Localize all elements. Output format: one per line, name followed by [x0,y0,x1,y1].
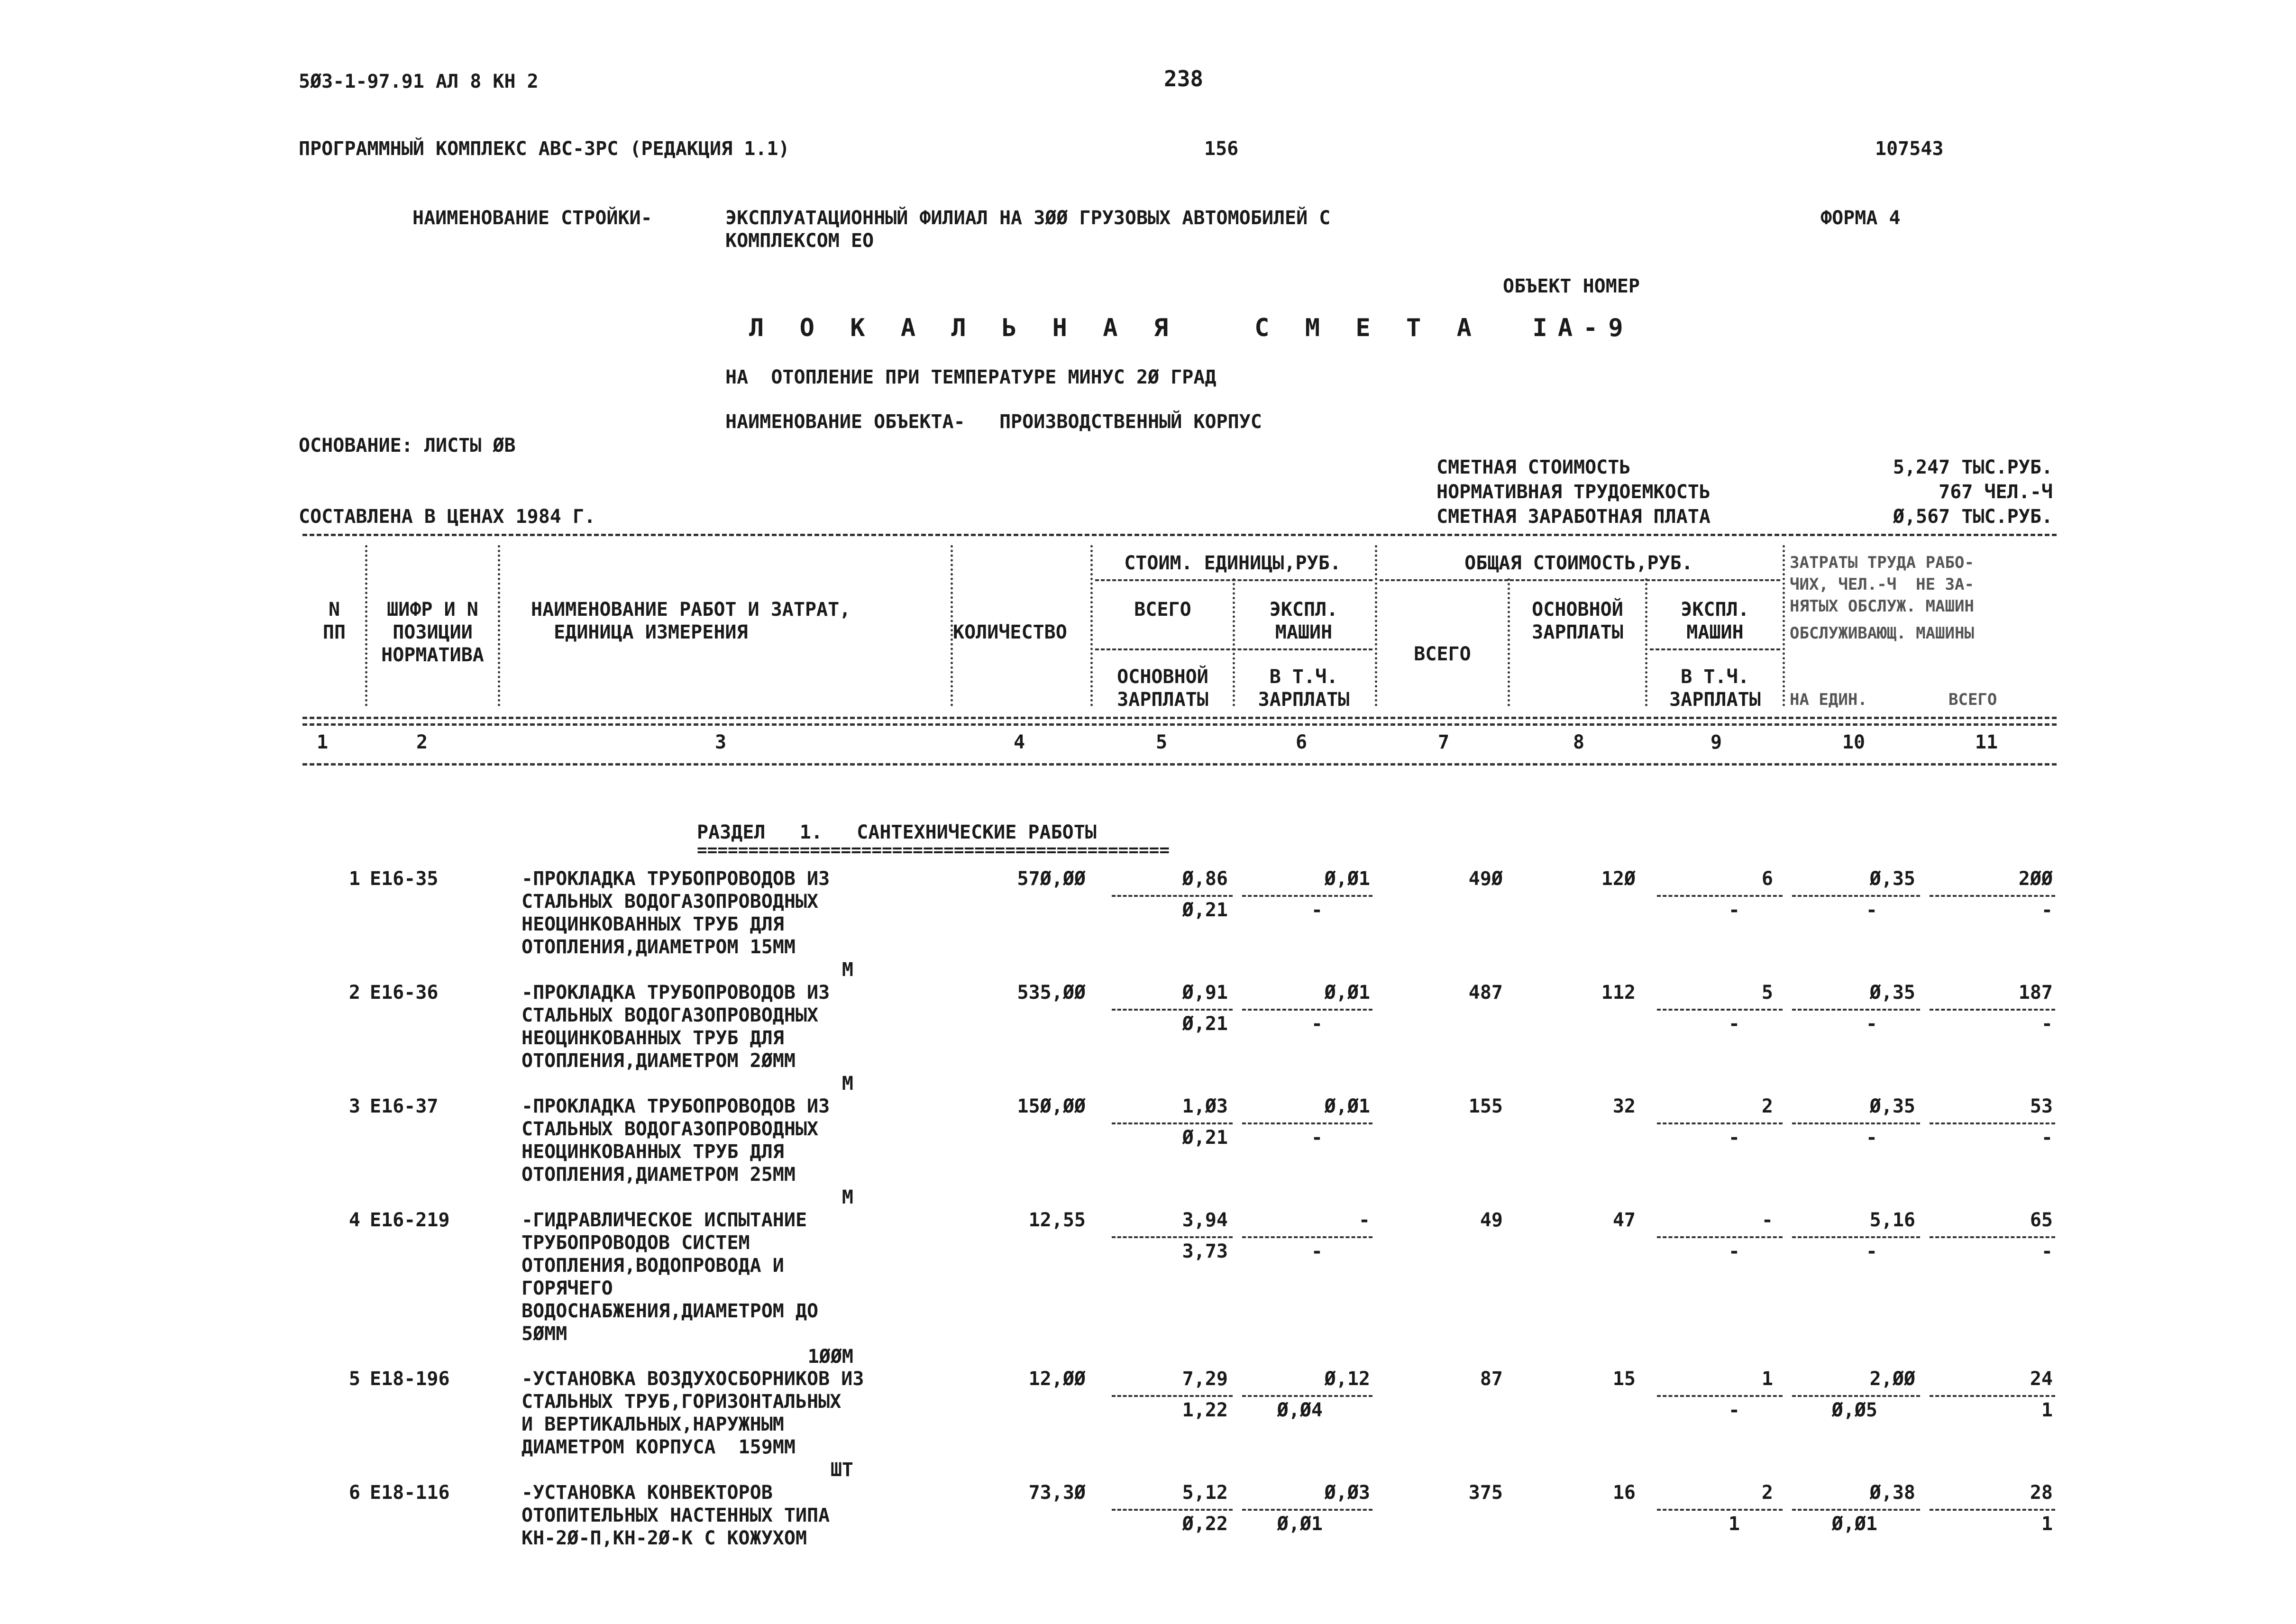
row-unit-incl-salary: Ø,Ø4 [1277,1399,1323,1421]
construction-label: НАИМЕНОВАНИЕ СТРОЙКИ- [412,207,652,229]
row-total-incl-salary: - [1728,1127,1740,1149]
row-unit: 1ØØМ [807,1346,853,1368]
cell-rule [1242,895,1372,897]
row-description-line: -ПРОКЛАДКА ТРУБОПРОВОДОВ ИЗ [521,1095,830,1117]
header-sub-rule [1095,579,1372,581]
row-unit-total: 3,94 [1182,1209,1228,1231]
row-description-line: ГОРЯЧЕГО [521,1277,613,1299]
section-title: РАЗДЕЛ 1. САНТЕХНИЧЕСКИЕ РАБОТЫ [697,821,1097,843]
cell-rule [1930,1122,2055,1124]
row-number: 5 [348,1368,360,1390]
row-labor-total: 187 [2018,982,2053,1004]
cell-rule [1242,1122,1372,1124]
cell-rule [1242,1395,1372,1397]
row-total-incl-salary: - [1728,1399,1740,1421]
col-number-8: 8 [1573,731,1585,753]
row-total-base-salary: 47 [1612,1209,1636,1231]
header-unit-incl: В Т.Ч. ЗАРПЛАТЫ [1258,666,1350,711]
cell-rule [1930,1509,2055,1511]
row-total-base-salary: 32 [1612,1095,1636,1117]
cell-rule [1657,1236,1783,1238]
cell-rule [1657,1509,1783,1511]
row-labor-total: 65 [2030,1209,2053,1231]
cell-rule [1792,895,1920,897]
row-labor-total: 2ØØ [2018,868,2053,890]
col-number-2: 2 [416,731,428,753]
construction-name-line1: ЭКСПЛУАТАЦИОННЫЙ ФИЛИАЛ НА 3ØØ ГРУЗОВЫХ АВТОМОБИЛЕЙ С [725,207,1331,229]
row-labor-unit: Ø,35 [1869,1095,1915,1117]
row-unit-machines: Ø,Ø3 [1324,1482,1370,1504]
row-unit-machines: Ø,12 [1324,1368,1370,1390]
row-unit-total: 5,12 [1182,1482,1228,1504]
row-number: 1 [348,868,360,890]
row-description-line: ТРУБОПРОВОДОВ СИСТЕМ [521,1232,750,1254]
row-quantity: 12,55 [1028,1209,1086,1231]
summary-labor-value: 767 ЧЕЛ.-Ч [1939,481,2053,503]
row-description-line: СТАЛЬНЫХ ВОДОГАЗОПРОВОДНЫХ [521,1118,819,1140]
row-unit: М [842,1186,853,1208]
col-number-1: 1 [316,731,329,753]
cell-rule [1112,1509,1233,1511]
row-total-incl-salary: 1 [1728,1513,1740,1535]
row-unit-total: 1,Ø3 [1182,1095,1228,1117]
object-name: НАИМЕНОВАНИЕ ОБЪЕКТА- ПРОИЗВОДСТВЕННЫЙ КОРПУС [725,411,1262,433]
row-total-machines: 2 [1761,1482,1773,1504]
header-total-mach: ЭКСПЛ. МАШИН [1681,599,1749,643]
header-unit-cost: СТОИМ. ЕДИНИЦЫ,РУБ. [1124,552,1341,574]
col-number-10: 10 [1842,731,1866,753]
row-unit: ШТ [830,1459,853,1481]
cell-rule [1242,1236,1372,1238]
row-unit-incl-salary: - [1311,1127,1323,1149]
row-description-line: И ВЕРТИКАЛЬНЫХ,НАРУЖНЫМ [521,1414,784,1435]
row-number: 2 [348,982,360,1004]
header-unit-base: ОСНОВНОЙ ЗАРПЛАТЫ [1117,666,1208,711]
cell-rule [1242,1009,1372,1011]
row-labor-serv-total: 1 [2041,1399,2053,1421]
row-description-line: ОТОПЛЕНИЯ,ДИАМЕТРОМ 2ØММ [521,1050,796,1072]
row-unit-total: Ø,86 [1182,868,1228,890]
row-total-machines: - [1761,1209,1773,1231]
row-description-line: ОТОПИТЕЛЬНЫХ НАСТЕННЫХ ТИПА [521,1505,830,1526]
program-name: ПРОГРАММНЫЙ КОМПЛЕКС АВС-3РС (РЕДАКЦИЯ 1.1) [299,138,790,160]
row-description-line: СТАЛЬНЫХ ТРУБ,ГОРИЗОНТАЛЬНЫХ [521,1391,842,1413]
col-number-3: 3 [714,731,727,753]
col-number-5: 5 [1155,731,1168,753]
cell-rule [1792,1395,1920,1397]
price-level: СОСТАВЛЕНА В ЦЕНАХ 1984 Г. [299,506,596,528]
row-unit-base-salary: 1,22 [1182,1399,1228,1421]
cell-rule [1792,1009,1920,1011]
row-unit-base-salary: Ø,21 [1182,1127,1228,1149]
cell-rule [1112,1236,1233,1238]
col-number-4: 4 [1013,731,1025,753]
row-description-line: СТАЛЬНЫХ ВОДОГАЗОПРОВОДНЫХ [521,891,819,912]
row-description-line: СТАЛЬНЫХ ВОДОГАЗОПРОВОДНЫХ [521,1004,819,1026]
row-total: 87 [1480,1368,1503,1390]
row-quantity: 535,ØØ [1017,982,1086,1004]
row-total: 487 [1468,982,1503,1004]
col-sep [1783,545,1787,706]
row-description-line: ОТОПЛЕНИЯ,ВОДОПРОВОДА И [521,1255,784,1277]
summary-salary-value: Ø,567 ТЫС.РУБ. [1893,506,2053,528]
row-total: 375 [1468,1482,1503,1504]
row-labor-serv-unit: Ø,Ø5 [1831,1399,1877,1421]
header-bottom-rule [302,763,2057,766]
row-description-line: -ПРОКЛАДКА ТРУБОПРОВОДОВ ИЗ [521,982,830,1004]
section-underline: ============================================== [697,840,1170,860]
row-code: Е16-219 [370,1209,450,1231]
row-description-line: НЕОЦИНКОВАННЫХ ТРУБ ДЛЯ [521,913,784,935]
row-unit-machines: Ø,Ø1 [1324,1095,1370,1117]
cell-rule [1242,1509,1372,1511]
page-number: 238 [1164,66,1204,91]
row-code: Е16-36 [370,982,439,1004]
row-unit-base-salary: Ø,21 [1182,899,1228,921]
row-total-base-salary: 112 [1601,982,1636,1004]
row-quantity: 73,3Ø [1028,1482,1086,1504]
header-labor-unit: НА ЕДИН. [1790,690,1867,709]
header-col-name: НАИМЕНОВАНИЕ РАБОТ И ЗАТРАТ, ЕДИНИЦА ИЗМЕРЕНИЯ [531,599,851,643]
row-quantity: 15Ø,ØØ [1017,1095,1086,1117]
header-sub-rule [1650,648,1780,650]
cell-rule [1112,895,1233,897]
summary-labor-label: НОРМАТИВНАЯ ТРУДОЕМКОСТЬ [1436,481,1711,503]
cell-rule [1112,1122,1233,1124]
header-labor: ЗАТРАТЫ ТРУДА РАБО- ЧИХ, ЧЕЛ.-Ч НЕ ЗА- НЯТЫХ ОБСЛУЖ. МАШИН [1790,553,1974,616]
row-labor-total: 53 [2030,1095,2053,1117]
document-code: 5Ø3-1-97.91 АЛ 8 КН 2 [299,71,539,92]
estimate-subject: НА ОТОПЛЕНИЕ ПРИ ТЕМПЕРАТУРЕ МИНУС 2Ø ГРАД [725,366,1217,388]
row-unit-incl-salary: - [1311,1241,1323,1262]
row-code: Е18-196 [370,1368,450,1390]
row-description-line: НЕОЦИНКОВАННЫХ ТРУБ ДЛЯ [521,1027,784,1049]
summary-cost-label: СМЕТНАЯ СТОИМОСТЬ [1436,456,1631,478]
row-description-line: -УСТАНОВКА КОНВЕКТОРОВ [521,1482,773,1504]
cell-rule [1657,895,1783,897]
row-labor-unit: 2,ØØ [1869,1368,1915,1390]
row-unit-base-salary: Ø,21 [1182,1013,1228,1035]
header-unit-total: ВСЕГО [1134,599,1191,620]
col-number-11: 11 [1975,731,1998,753]
row-labor-serv-total: - [2041,1127,2053,1149]
header-unit-mach: ЭКСПЛ. МАШИН [1269,599,1338,643]
col-sep [498,545,502,706]
row-code: Е18-116 [370,1482,450,1504]
summary-cost-value: 5,247 ТЫС.РУБ. [1893,456,2053,478]
cell-rule [1930,1009,2055,1011]
row-total: 49Ø [1468,868,1503,890]
col-number-6: 6 [1295,731,1308,753]
header-labor-total: ВСЕГО [1948,690,1997,709]
cell-rule [1657,1122,1783,1124]
row-unit-base-salary: 3,73 [1182,1241,1228,1262]
row-total-machines: 1 [1761,1368,1773,1390]
row-labor-serv-total: - [2041,1013,2053,1035]
row-labor-unit: Ø,35 [1869,982,1915,1004]
header-col-num: N ПП [322,599,346,643]
cell-rule [1657,1009,1783,1011]
row-description-line: КН-2Ø-П,КН-2Ø-К С КОЖУХОМ [521,1527,807,1549]
header-sub-rule [1380,579,1780,581]
header-col-qty: КОЛИЧЕСТВО [953,621,1067,643]
row-total-incl-salary: - [1728,1013,1740,1035]
header-total-incl: В Т.Ч. ЗАРПЛАТЫ [1669,666,1761,711]
row-total-machines: 5 [1761,982,1773,1004]
row-description-line: НЕОЦИНКОВАННЫХ ТРУБ ДЛЯ [521,1141,784,1163]
row-number: 6 [348,1482,360,1504]
header-sub-rule [1095,648,1372,650]
object-number: ОБЪЕКТ НОМЕР [1503,275,1640,297]
row-labor-serv-unit: - [1866,1013,1877,1035]
row-labor-serv-total: - [2041,899,2053,921]
row-description-line: ОТОПЛЕНИЯ,ДИАМЕТРОМ 25ММ [521,1164,796,1186]
row-labor-serv-unit: - [1866,1127,1877,1149]
row-unit-machines: - [1358,1209,1370,1231]
row-labor-serv-total: - [2041,1241,2053,1262]
row-code: Е16-37 [370,1095,439,1117]
header-col-code: ШИФР И N ПОЗИЦИИ НОРМАТИВА [381,599,484,666]
row-description-line: -ПРОКЛАДКА ТРУБОПРОВОДОВ ИЗ [521,868,830,890]
row-unit: М [842,1073,853,1095]
row-total-machines: 2 [1761,1095,1773,1117]
header-mid-rule [302,717,2057,719]
estimate-title: Л О К А Л Ь Н А Я С М Е Т А IА-9 [749,314,1634,342]
row-total-machines: 6 [1761,868,1773,890]
row-unit-incl-salary: - [1311,899,1323,921]
cell-rule [1657,1395,1783,1397]
header-top-rule [302,534,2057,536]
row-labor-total: 24 [2030,1368,2053,1390]
row-number: 3 [348,1095,360,1117]
row-total: 49 [1480,1209,1503,1231]
row-description-line: ДИАМЕТРОМ КОРПУСА 159ММ [521,1436,796,1458]
cell-rule [1792,1122,1920,1124]
row-total-base-salary: 12Ø [1601,868,1636,890]
construction-name-line2: КОМПЛЕКСОМ ЕО [725,230,874,252]
row-quantity: 12,ØØ [1028,1368,1086,1390]
cell-rule [1112,1395,1233,1397]
row-total-incl-salary: - [1728,1241,1740,1262]
row-description-line: ВОДОСНАБЖЕНИЯ,ДИАМЕТРОМ ДО [521,1300,819,1322]
row-total-incl-salary: - [1728,899,1740,921]
sheet-number: 156 [1204,138,1239,160]
row-labor-serv-unit: Ø,Ø1 [1831,1513,1877,1535]
row-unit-total: 7,29 [1182,1368,1228,1390]
header-labor-serv: ОБСЛУЖИВАЮЩ. МАШИНЫ [1790,624,1974,643]
row-unit-base-salary: Ø,22 [1182,1513,1228,1535]
row-unit-incl-salary: Ø,Ø1 [1277,1513,1323,1535]
row-description-line: ОТОПЛЕНИЯ,ДИАМЕТРОМ 15ММ [521,936,796,958]
row-unit-incl-salary: - [1311,1013,1323,1035]
row-labor-unit: Ø,38 [1869,1482,1915,1504]
cell-rule [1792,1236,1920,1238]
row-labor-serv-unit: - [1866,899,1877,921]
row-labor-total: 28 [2030,1482,2053,1504]
row-quantity: 57Ø,ØØ [1017,868,1086,890]
row-description-line: -УСТАНОВКА ВОЗДУХОСБОРНИКОВ ИЗ [521,1368,864,1390]
row-labor-unit: Ø,35 [1869,868,1915,890]
summary-salary-label: СМЕТНАЯ ЗАРАБОТНАЯ ПЛАТА [1436,506,1711,528]
row-description-line: -ГИДРАВЛИЧЕСКОЕ ИСПЫТАНИЕ [521,1209,807,1231]
cell-rule [1112,1009,1233,1011]
row-unit-machines: Ø,Ø1 [1324,982,1370,1004]
form-label: ФОРМА 4 [1820,207,1901,229]
row-labor-serv-total: 1 [2041,1513,2053,1535]
row-unit-total: Ø,91 [1182,982,1228,1004]
row-labor-unit: 5,16 [1869,1209,1915,1231]
header-total-base: ОСНОВНОЙ ЗАРПЛАТЫ [1532,599,1623,643]
header-mid-rule-2 [302,723,2057,726]
row-unit-machines: Ø,Ø1 [1324,868,1370,890]
col-number-9: 9 [1710,731,1722,753]
code-number: 107543 [1875,138,1944,160]
header-total-all: ВСЕГО [1414,643,1471,665]
row-labor-serv-unit: - [1866,1241,1877,1262]
cell-rule [1930,1395,2055,1397]
row-total-base-salary: 15 [1612,1368,1636,1390]
row-description-line: 5ØММ [521,1323,567,1345]
row-code: Е16-35 [370,868,439,890]
cell-rule [1792,1509,1920,1511]
col-number-7: 7 [1437,731,1450,753]
row-total-base-salary: 16 [1612,1482,1636,1504]
row-unit: М [842,959,853,981]
cell-rule [1930,1236,2055,1238]
header-total-cost: ОБЩАЯ СТОИМОСТЬ,РУБ. [1464,552,1693,574]
row-number: 4 [348,1209,360,1231]
row-total: 155 [1468,1095,1503,1117]
cell-rule [1930,895,2055,897]
estimate-basis: ОСНОВАНИЕ: ЛИСТЫ ØВ [299,435,516,456]
